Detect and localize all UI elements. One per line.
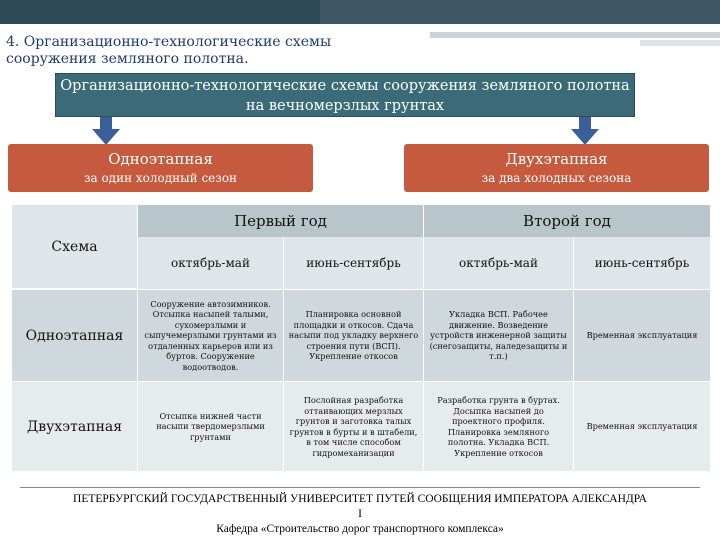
row-label-two-stage: Двухэтапная xyxy=(12,381,138,471)
year-header-first: Первый год xyxy=(138,205,424,237)
down-arrow-icon-right xyxy=(571,117,599,145)
cell-one-stage-4: Временная эксплуатация xyxy=(574,289,710,381)
footer-university-suffix: I xyxy=(358,508,362,520)
month-header-2: июнь-сентябрь xyxy=(284,237,424,289)
stage-one-subtitle: за один холодный сезон xyxy=(83,171,238,185)
footer-university: ПЕТЕРБУРГСКИЙ ГОСУДАРСТВЕННЫЙ УНИВЕРСИТЕТ ПУТЕЙ СООБЩЕНИЯ ИМПЕРАТОРА АЛЕКСАНДРА xyxy=(73,493,647,505)
schedule-table xyxy=(12,205,710,471)
footer-department: Кафедра «Строительство дорог транспортного комплекса» xyxy=(216,523,504,535)
stage-two-subtitle: за два холодных сезона xyxy=(481,171,632,185)
stage-two-name: Двухэтапная xyxy=(505,150,608,168)
month-header-4: июнь-сентябрь xyxy=(574,237,710,289)
cell-two-stage-2: Послойная разработка оттаивающих мерзлых грунтов и заготовка талых грунтов в бурты и в штабели, в том числе способом гидромеханизации xyxy=(284,381,424,471)
footer-divider xyxy=(20,487,700,488)
stage-one-box xyxy=(8,144,313,192)
top-bar-light-stripe-2 xyxy=(640,40,720,46)
cell-two-stage-1: Отсыпка нижней части насыпи твердомерзлыми грунтами xyxy=(138,381,284,471)
month-header-3: октябрь-май xyxy=(424,237,574,289)
row-label-one-stage: Одноэтапная xyxy=(12,289,138,381)
month-header-1: октябрь-май xyxy=(138,237,284,289)
footer xyxy=(20,492,700,537)
scheme-banner: Организационно-технологические схемы сооружения земляного полотна на вечномерзлых грунтах xyxy=(55,73,635,117)
cell-one-stage-3: Укладка ВСП. Рабочее движение. Возведение устройств инженерной защиты (снегозащиты, наледезащиты и т.п.) xyxy=(424,289,574,381)
stage-two-box xyxy=(404,144,709,192)
top-bar-light-stripe xyxy=(430,32,720,38)
cell-one-stage-1: Сооружение автозимников. Отсыпка насыпей талыми, сухомерзлыми и сыпучемерзлыми грунтами из отдаленных карьеров или из буртов. Сооружение водоотводов. xyxy=(138,289,284,381)
cell-two-stage-4: Временная эксплуатация xyxy=(574,381,710,471)
scheme-header: Схема xyxy=(12,205,138,289)
top-bar-accent xyxy=(320,0,720,24)
year-header-second: Второй год xyxy=(424,205,710,237)
cell-one-stage-2: Планировка основной площадки и откосов. Сдача насыпи под укладку верхнего строения пути (ВСП). Укрепление откосов xyxy=(284,289,424,381)
slide-title: 4. Организационно-технологические схемы сооружения земляного полотна. xyxy=(6,34,332,67)
cell-two-stage-3: Разработка грунта в буртах. Досыпка насыпей до проектного профиля. Планировка земляного полотна. Укладка ВСП. Укрепление откосов xyxy=(424,381,574,471)
down-arrow-icon-left xyxy=(92,117,120,145)
stage-one-name: Одноэтапная xyxy=(108,150,213,168)
